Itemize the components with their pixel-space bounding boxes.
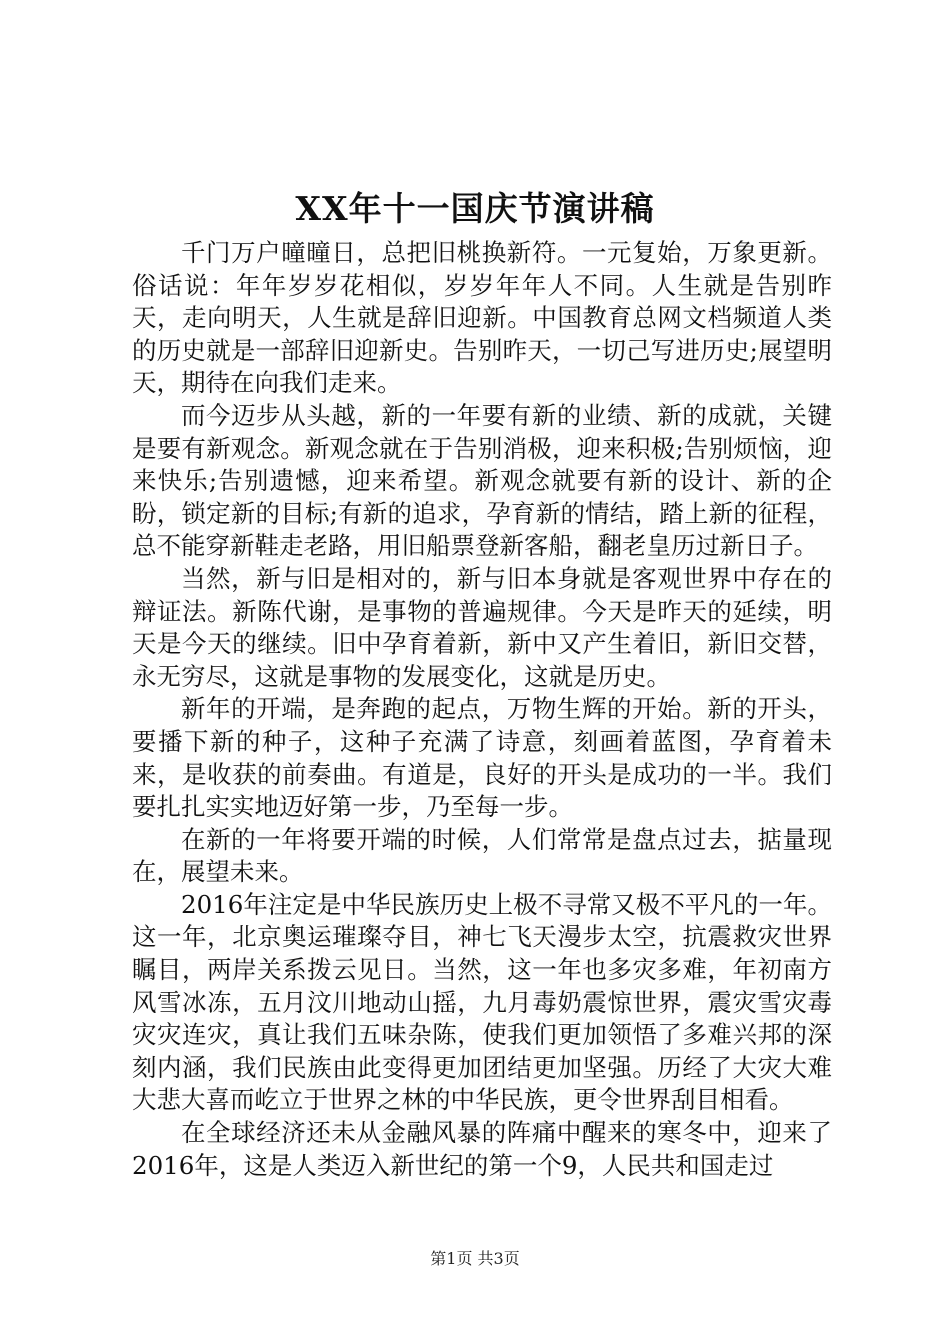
paragraph: 在新的一年将要开端的时候，人们常常是盘点过去，掂量现在，展望未来。 xyxy=(132,824,832,887)
paragraph: 新年的开端，是奔跑的起点，万物生辉的开始。新的开头，要播下新的种子，这种子充满了诗意，刻画着蓝图，孕育着未来，是收获的前奏曲。有道是，良好的开头是成功的一半。我们要扎扎实实地迈好第一步，乃至每一步。 xyxy=(132,694,832,822)
paragraph: 而今迈步从头越，新的一年要有新的业绩、新的成就，关键是要有新观念。新观念就在于告别消极，迎来积极;告别烦恼，迎来快乐;告别遗憾，迎来希望。新观念就要有新的设计、新的企盼，锁定新的目标;有新的追求，孕育新的情结，踏上新的征程，总不能穿新鞋走老路，用旧船票登新客船，翻老皇历过新日子。 xyxy=(132,400,832,561)
paragraph: 2016年注定是中华民族历史上极不寻常又极不平凡的一年。这一年，北京奥运璀璨夺目，神七飞天漫步太空，抗震救灾世界瞩目，两岸关系拨云见日。当然，这一年也多灾多难，年初南方风雪冰冻，五月汶川地动山摇，九月毒奶震惊世界，震灾雪灾毒灾灾连灾，真让我们五味杂陈，使我们更加领悟了多难兴邦的深刻内涵，我们民族由此变得更加团结更加坚强。历经了大灾大难大悲大喜而屹立于世界之林的中华民族，更令世界刮目相看。 xyxy=(132,889,832,1115)
paragraph: 当然，新与旧是相对的，新与旧本身就是客观世界中存在的辩证法。新陈代谢，是事物的普遍规律。今天是昨天的延续，明天是今天的继续。旧中孕育着新，新中又产生着旧，新旧交替，永无穷尽，这就是事物的发展变化，这就是历史。 xyxy=(132,563,832,691)
page-number-footer: 第1页 共3页 xyxy=(430,1249,520,1268)
paragraph: 在全球经济还未从金融风暴的阵痛中醒来的寒冬中，迎来了2016年，这是人类迈入新世纪的第一个9，人民共和国走过 xyxy=(132,1118,832,1180)
paragraph: 千门万户曈曈日，总把旧桃换新符。一元复始，万象更新。俗话说：年年岁岁花相似，岁岁年年人不同。人生就是告别昨天，走向明天，人生就是辞旧迎新。中国教育总网文档频道人类的历史就是一部辞旧迎新史。告别昨天，一切己写进历史;展望明天，期待在向我们走来。 xyxy=(132,238,832,398)
document-title: XX年十一国庆节演讲稿 xyxy=(295,189,655,228)
document-body xyxy=(132,237,832,1182)
